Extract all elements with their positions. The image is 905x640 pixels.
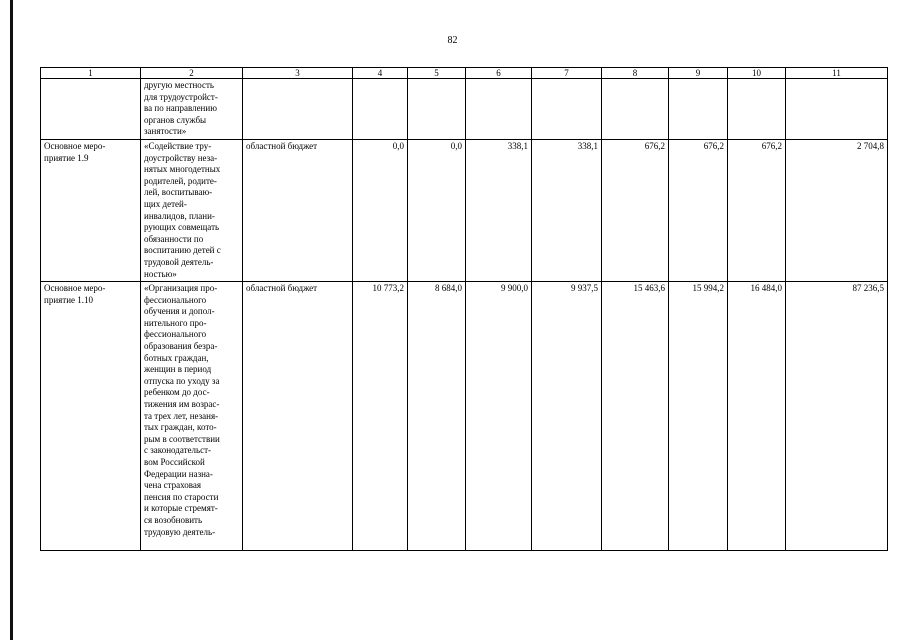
funding-source-cell: областной бюджет <box>243 139 353 281</box>
column-header: 1 <box>41 68 141 79</box>
table-row <box>41 139 888 281</box>
value-cell <box>602 79 669 140</box>
value-cell: 0,0 <box>408 139 466 281</box>
column-header: 10 <box>728 68 786 79</box>
value-cell <box>728 79 786 140</box>
value-cell: 16 484,0 <box>728 282 786 551</box>
column-header: 7 <box>532 68 602 79</box>
value-cell: 676,2 <box>602 139 669 281</box>
value-cell <box>353 79 408 140</box>
value-cell: 15 994,2 <box>669 282 728 551</box>
column-header: 3 <box>243 68 353 79</box>
column-header: 11 <box>786 68 888 79</box>
value-cell: 9 937,5 <box>532 282 602 551</box>
page-number: 82 <box>447 35 458 46</box>
table-row <box>41 79 888 140</box>
value-cell: 0,0 <box>353 139 408 281</box>
value-cell <box>532 79 602 140</box>
value-cell: 15 463,6 <box>602 282 669 551</box>
value-cell: 9 900,0 <box>466 282 532 551</box>
total-cell: 2 704,8 <box>786 139 888 281</box>
measure-description-cell: другую местность для трудоустройст- ва по направлению органов службы занятости» <box>141 79 243 140</box>
total-cell <box>786 79 888 140</box>
table-row <box>41 282 888 551</box>
value-cell: 676,2 <box>669 139 728 281</box>
column-header: 5 <box>408 68 466 79</box>
column-header: 9 <box>669 68 728 79</box>
value-cell: 8 684,0 <box>408 282 466 551</box>
column-header: 2 <box>141 68 243 79</box>
funding-source-cell: областной бюджет <box>243 282 353 551</box>
column-header: 4 <box>353 68 408 79</box>
funding-source-cell <box>243 79 353 140</box>
column-header: 6 <box>466 68 532 79</box>
total-cell: 87 236,5 <box>786 282 888 551</box>
measure-name-cell: Основное меро- приятие 1.10 <box>41 282 141 551</box>
measure-name-cell: Основное меро- приятие 1.9 <box>41 139 141 281</box>
value-cell <box>669 79 728 140</box>
column-number-row <box>41 68 888 79</box>
value-cell <box>408 79 466 140</box>
budget-table <box>40 67 888 551</box>
value-cell: 676,2 <box>728 139 786 281</box>
measure-name-cell <box>41 79 141 140</box>
column-header: 8 <box>602 68 669 79</box>
measure-description-cell: «Организация про- фессионального обучения и допол- нительного про- фессионального образования безра- ботных граждан, женщин в период отпуска по уходу за ребенком до дос- тижения им возрас- та трех лет, незаня- тых граждан, кото- рым в соответствии с законодательст- вом Российской Федерации назна- чена страховая пенсия по старости и которые стремят- ся возобновить трудовую деятель- <box>141 282 243 551</box>
scan-edge-bar <box>10 0 13 640</box>
measure-description-cell: «Содействие тру- доустройству неза- нятых многодетных родителей, родите- лей, воспитываю- щих детей- инвалидов, плани- рующих совмещать обязанности по воспитанию детей с трудовой деятель- ностью» <box>141 139 243 281</box>
value-cell: 338,1 <box>466 139 532 281</box>
value-cell <box>466 79 532 140</box>
value-cell: 338,1 <box>532 139 602 281</box>
value-cell: 10 773,2 <box>353 282 408 551</box>
